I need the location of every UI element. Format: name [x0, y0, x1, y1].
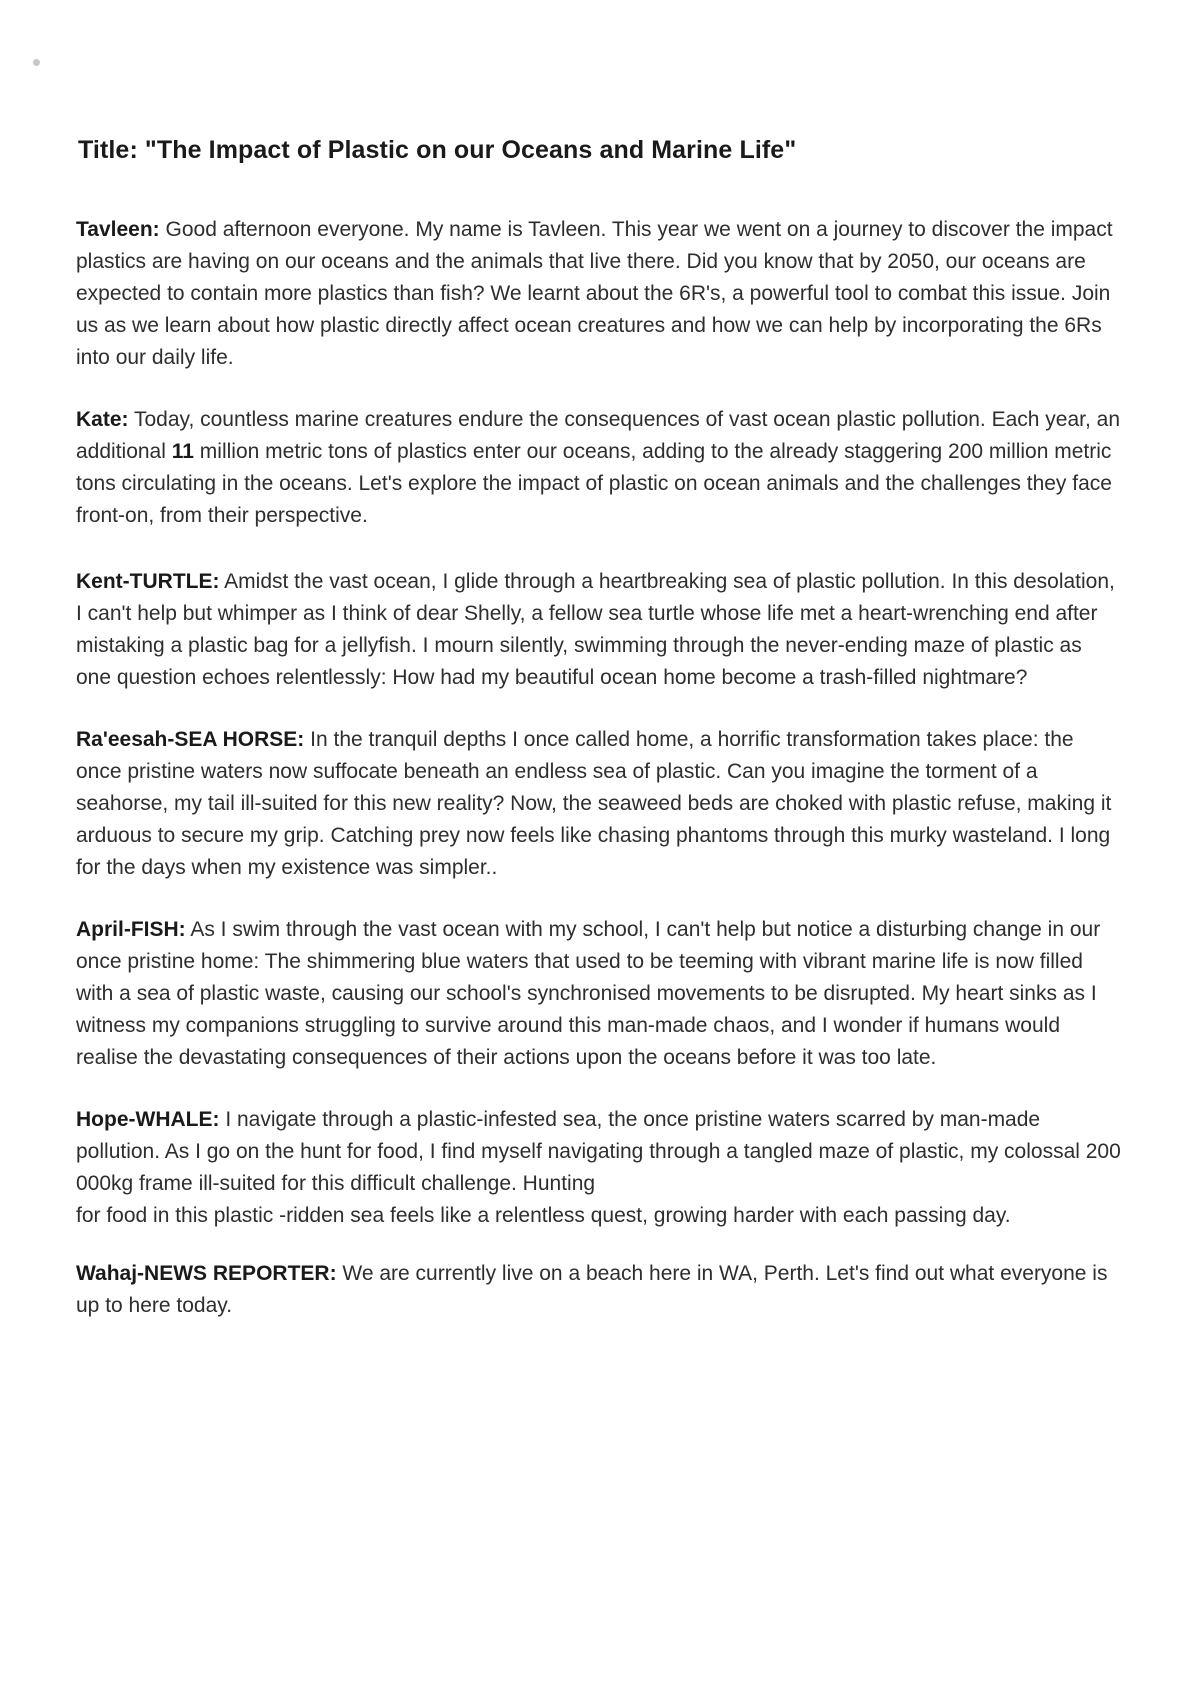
dialogue-raeesah: In the tranquil depths I once called home, a horrific transformation takes place: the once pristine waters now suffocate beneath an endless sea of plastic. Can you imagine the torment of a seahorse, my tail ill-suited for this new reality? Now, the seaweed beds are choked with plastic refuse, making it arduous to secure my grip. Catching prey now feels like chasing phantoms through this murky wasteland. I long for the days when my existence was simpler..: [76, 728, 1112, 879]
dialogue-wahaj: We are currently live on a beach here in WA, Perth. Let's find out what everyone is up to here today.: [76, 1262, 1108, 1317]
dialogue-kate-part2: million metric tons of plastics enter our oceans, adding to the already staggering 200 million metric tons circulating in the oceans. Let's explore the impact of plastic on ocean animals and the challenges they face front-on, from their perspective.: [76, 440, 1112, 527]
script-content: [76, 214, 1122, 1322]
paragraph-april: [76, 914, 1122, 1074]
dialogue-kate-bold-number: 11: [171, 440, 194, 463]
dialogue-april: As I swim through the vast ocean with my school, I can't help but notice a disturbing change in our once pristine home: The shimmering blue waters that used to be teeming with vibrant marine life is now filled with a sea of plastic waste, causing our school's synchronised movements to be disrupted. My heart sinks as I witness my companions struggling to survive around this man-made chaos, and I wonder if humans would realise the devastating consequences of their actions upon the oceans before it was too late.: [76, 918, 1101, 1069]
speaker-wahaj: Wahaj-NEWS REPORTER:: [76, 1262, 337, 1285]
page-title: Title: "The Impact of Plastic on our Oceans and Marine Life": [78, 136, 797, 164]
paragraph-raeesah: [76, 724, 1122, 884]
speaker-hope: Hope-WHALE:: [76, 1108, 220, 1131]
dialogue-tavleen: Good afternoon everyone. My name is Tavleen. This year we went on a journey to discover the impact plastics are having on our oceans and the animals that live there. Did you know that by 2050, our oceans are expected to contain more plastics than fish? We learnt about the 6R's, a powerful tool to combat this issue. Join us as we learn about how plastic directly affect ocean creatures and how we can help by incorporating the 6Rs into our daily life.: [76, 218, 1113, 369]
speaker-raeesah: Ra'eesah-SEA HORSE:: [76, 728, 305, 751]
dialogue-kate-part1: Today, countless marine creatures endure the consequences of vast ocean plastic pollution. Each year, an additional: [76, 408, 1121, 463]
dialogue-hope-part2: for food in this plastic -ridden sea feels like a relentless quest, growing harder with each passing day.: [76, 1204, 1011, 1227]
speaker-tavleen: Tavleen:: [76, 218, 160, 241]
dialogue-hope-part1: I navigate through a plastic-infested sea, the once pristine waters scarred by man-made pollution. As I go on the hunt for food, I find myself navigating through a tangled maze of plastic, my colossal 200 000kg frame ill-suited for this difficult challenge. Hunting: [76, 1108, 1121, 1195]
paragraph-kate: [76, 404, 1122, 532]
speaker-kate: Kate:: [76, 408, 129, 431]
speaker-kent: Kent-TURTLE:: [76, 570, 220, 593]
speaker-april: April-FISH:: [76, 918, 186, 941]
bullet-dot: [33, 59, 40, 66]
paragraph-wahaj: [76, 1258, 1122, 1322]
dialogue-kent: Amidst the vast ocean, I glide through a heartbreaking sea of plastic pollution. In this desolation, I can't help but whimper as I think of dear Shelly, a fellow sea turtle whose life met a heart-wrenching end after mistaking a plastic bag for a jellyfish. I mourn silently, swimming through the never-ending maze of plastic as one question echoes relentlessly: How had my beautiful ocean home become a trash-filled nightmare?: [76, 570, 1115, 689]
paragraph-kent: [76, 566, 1122, 694]
paragraph-tavleen: [76, 214, 1122, 374]
paragraph-hope: [76, 1104, 1122, 1232]
